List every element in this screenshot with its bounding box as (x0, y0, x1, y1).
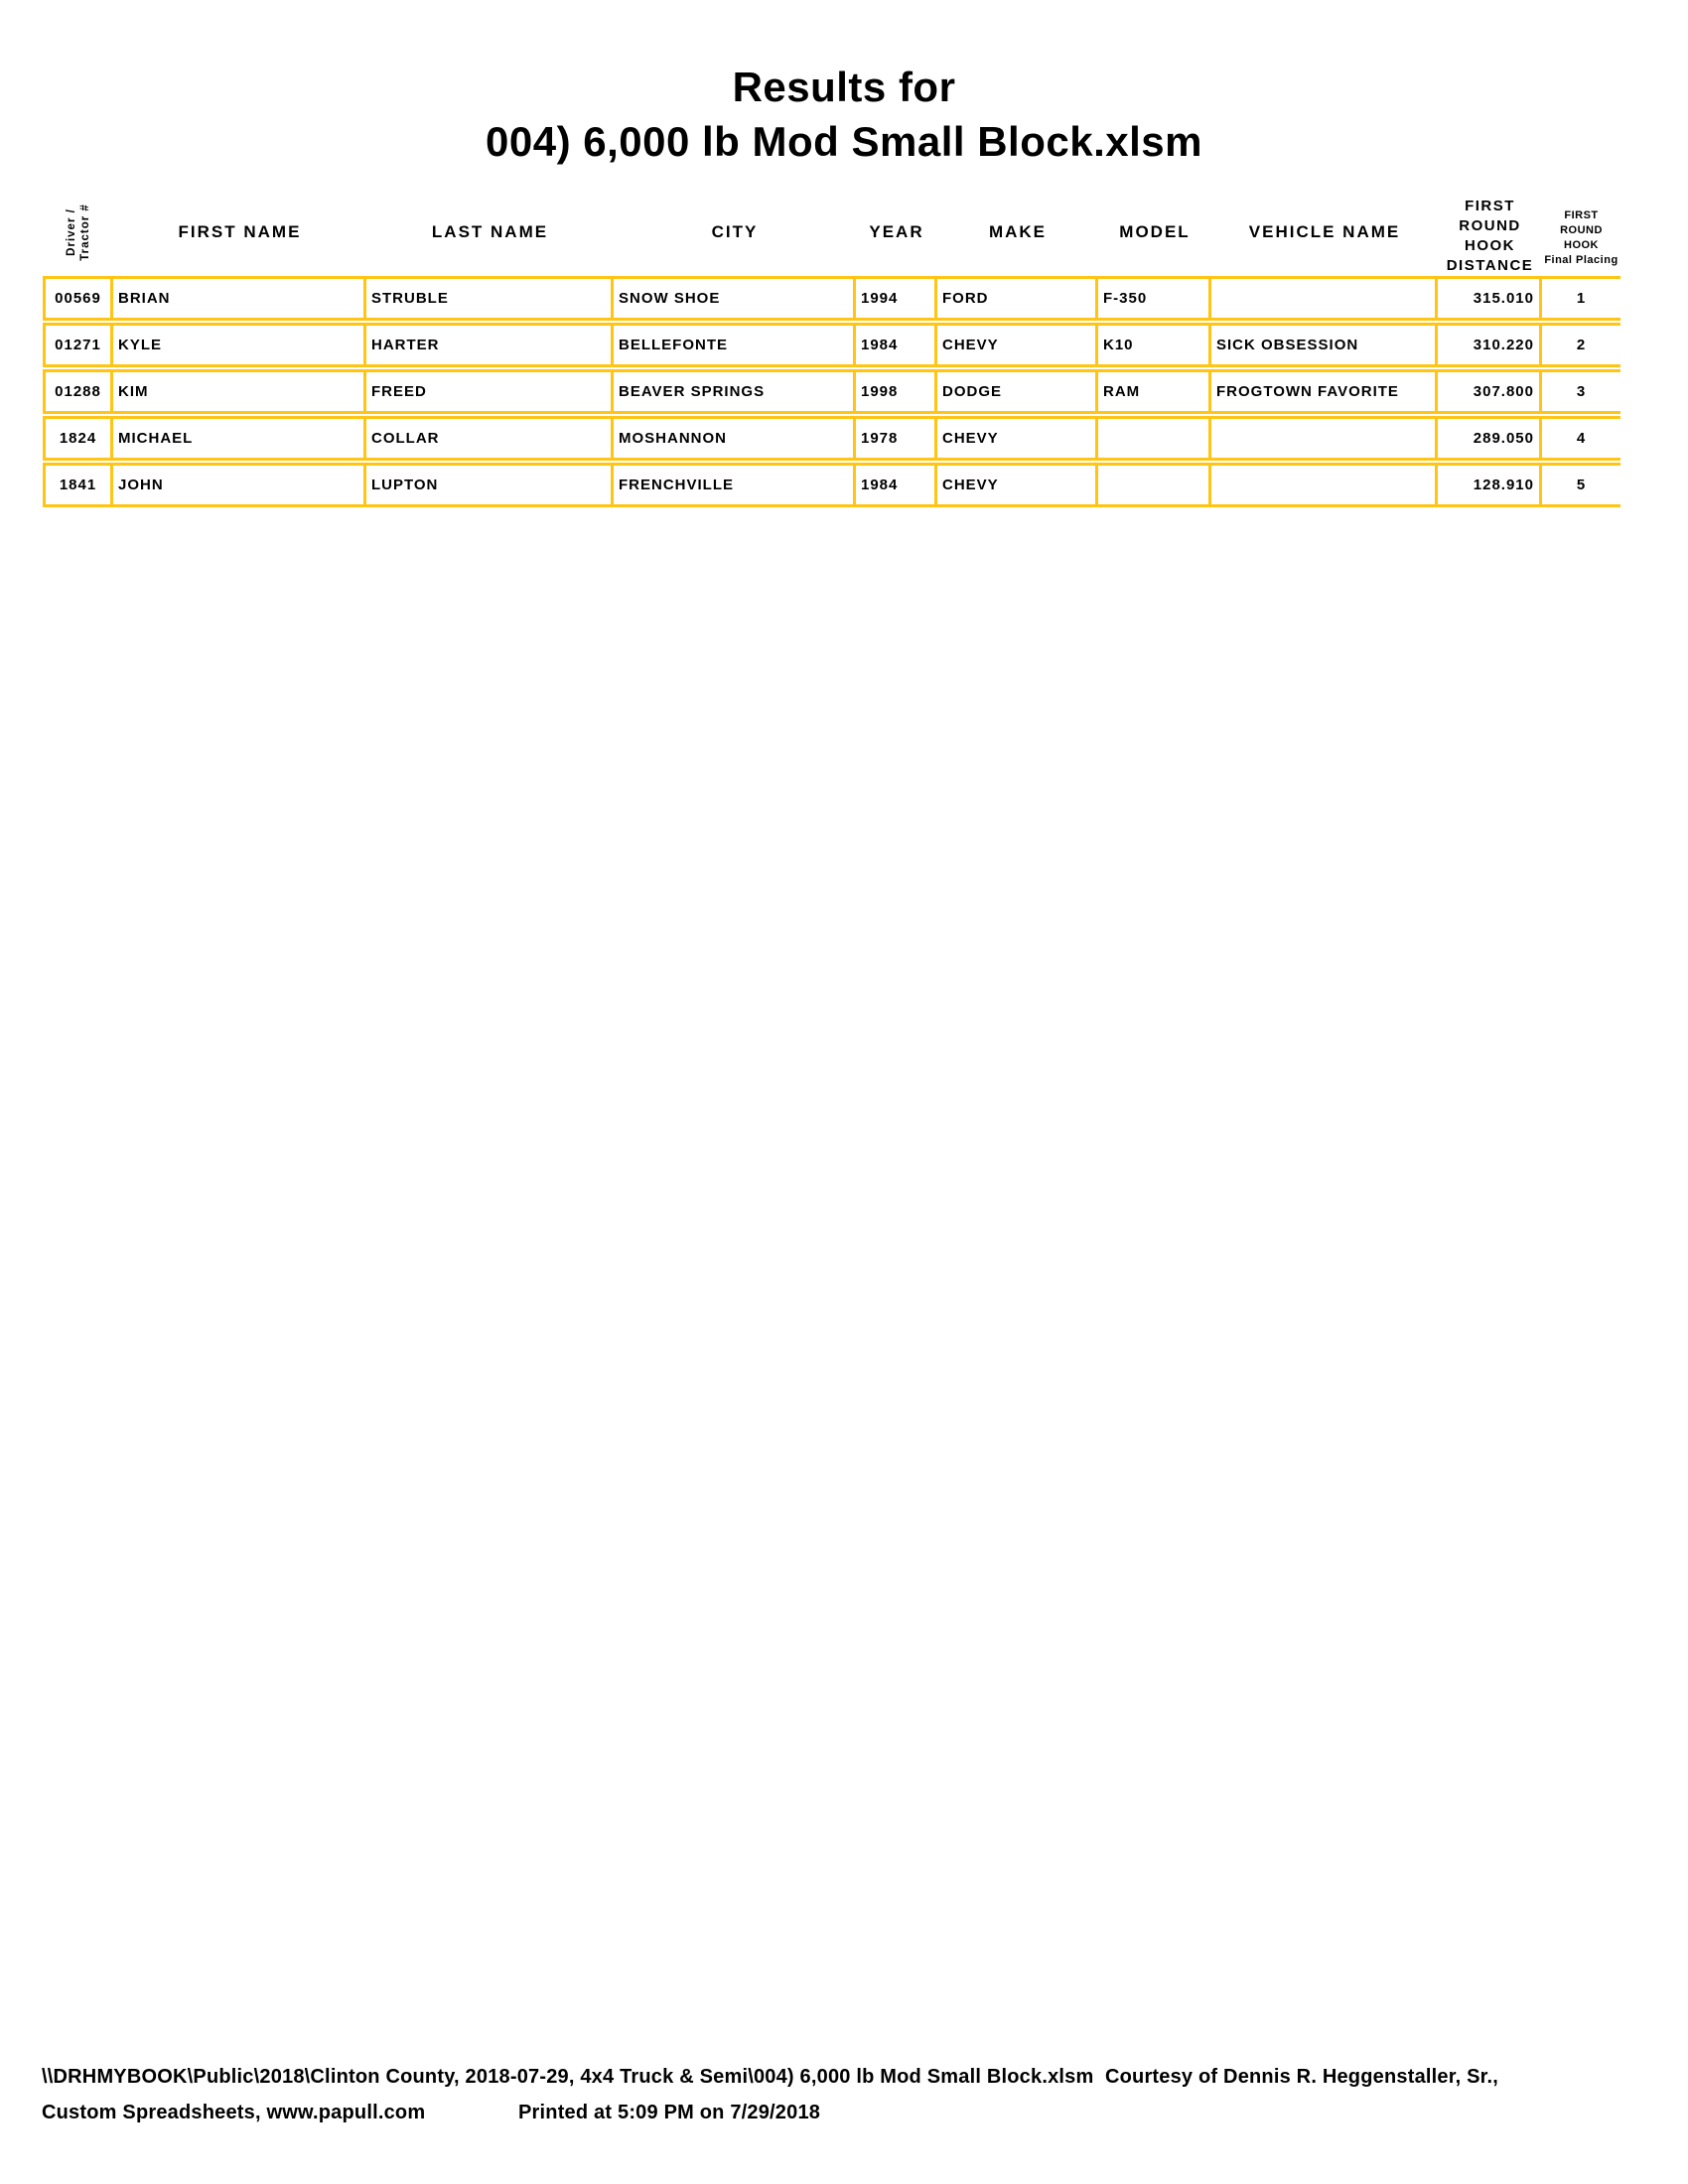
distance-header-line1: FIRST (1465, 198, 1515, 214)
header-city: CITY (711, 222, 759, 241)
cell-final-placing: 1 (1576, 290, 1587, 307)
table-row (43, 416, 1620, 461)
cell-make: CHEVY (937, 326, 1098, 364)
cell-first-name: MICHAEL (113, 419, 366, 458)
cell-final-placing: 5 (1576, 477, 1587, 493)
cell-model (1098, 419, 1211, 458)
cell-vehicle-name (1211, 279, 1438, 318)
cell-year: 1984 (856, 326, 937, 364)
driver-label-line1: Driver / (65, 208, 77, 256)
page-title (0, 64, 1688, 166)
cell-year: 1984 (856, 466, 937, 504)
cell-make: CHEVY (937, 466, 1098, 504)
cell-driver-number: 00569 (46, 279, 113, 318)
cell-first-name: BRIAN (113, 279, 366, 318)
header-make: MAKE (988, 222, 1048, 241)
cell-driver-number: 01288 (46, 372, 113, 411)
driver-label-line2: Tractor # (78, 204, 91, 261)
cell-final-placing: 2 (1576, 337, 1587, 353)
driver-tractor-rotated-label (64, 204, 91, 261)
cell-city: MOSHANNON (614, 419, 856, 458)
cell-hook-distance: 315.010 (1438, 279, 1542, 318)
footer-printed-timestamp: Printed at 5:09 PM on 7/29/2018 (518, 2102, 821, 2123)
header-model: MODEL (1119, 222, 1191, 241)
cell-last-name: LUPTON (366, 466, 614, 504)
footer-file-path: \\DRHMYBOOK\Public\2018\Clinton County, 2018-07-29, 4x4 Truck & Semi\004) 6,000 lb Mod Small Block.xlsm Courtesy of Dennis R. Heggenstaller, Sr., (42, 2066, 1499, 2088)
page-title-line2: 004) 6,000 lb Mod Small Block.xlsm (486, 118, 1202, 165)
results-table-body (43, 276, 1620, 509)
cell-last-name: STRUBLE (366, 279, 614, 318)
cell-last-name: COLLAR (366, 419, 614, 458)
cell-first-name: KIM (113, 372, 366, 411)
footer-courtesy: Custom Spreadsheets, www.papull.com (42, 2102, 426, 2123)
cell-hook-distance: 307.800 (1438, 372, 1542, 411)
cell-year: 1998 (856, 372, 937, 411)
cell-city: BEAVER SPRINGS (614, 372, 856, 411)
cell-last-name: FREED (366, 372, 614, 411)
cell-year: 1994 (856, 279, 937, 318)
table-header-row (43, 189, 1620, 276)
table-row (43, 463, 1620, 507)
cell-vehicle-name: FROGTOWN FAVORITE (1211, 372, 1438, 411)
cell-make: DODGE (937, 372, 1098, 411)
table-row (43, 276, 1620, 321)
cell-final-placing: 3 (1576, 383, 1587, 400)
header-vehicle-name: VEHICLE NAME (1248, 222, 1401, 241)
cell-vehicle-name: SICK OBSESSION (1211, 326, 1438, 364)
cell-model: K10 (1098, 326, 1211, 364)
table-row (43, 369, 1620, 414)
placing-header-line3: Final Placing (1544, 254, 1618, 266)
cell-first-name: KYLE (113, 326, 366, 364)
header-driver-tractor-number (43, 189, 113, 276)
cell-hook-distance: 310.220 (1438, 326, 1542, 364)
placing-header-line2: HOOK (1564, 239, 1599, 251)
cell-city: BELLEFONTE (614, 326, 856, 364)
cell-year: 1978 (856, 419, 937, 458)
header-final-placing (1542, 189, 1620, 276)
header-last-name: LAST NAME (431, 222, 549, 241)
cell-make: FORD (937, 279, 1098, 318)
distance-header-line2: ROUND (1459, 217, 1521, 234)
cell-model (1098, 466, 1211, 504)
cell-driver-number: 1841 (46, 466, 113, 504)
distance-header-line3: HOOK (1465, 237, 1515, 254)
cell-city: SNOW SHOE (614, 279, 856, 318)
cell-vehicle-name (1211, 419, 1438, 458)
header-first-name: FIRST NAME (178, 222, 302, 241)
cell-city: FRENCHVILLE (614, 466, 856, 504)
cell-final-placing: 4 (1576, 430, 1587, 447)
header-year: YEAR (869, 222, 924, 241)
table-row (43, 323, 1620, 367)
cell-model: F-350 (1098, 279, 1211, 318)
cell-driver-number: 01271 (46, 326, 113, 364)
cell-make: CHEVY (937, 419, 1098, 458)
cell-vehicle-name (1211, 466, 1438, 504)
cell-hook-distance: 289.050 (1438, 419, 1542, 458)
cell-model: RAM (1098, 372, 1211, 411)
cell-last-name: HARTER (366, 326, 614, 364)
cell-first-name: JOHN (113, 466, 366, 504)
distance-header-line4: DISTANCE (1446, 257, 1534, 274)
page-title-line1: Results for (732, 64, 956, 110)
placing-header-line1: FIRST ROUND (1560, 209, 1603, 236)
header-first-round-hook-distance (1438, 189, 1542, 276)
cell-hook-distance: 128.910 (1438, 466, 1542, 504)
cell-driver-number: 1824 (46, 419, 113, 458)
